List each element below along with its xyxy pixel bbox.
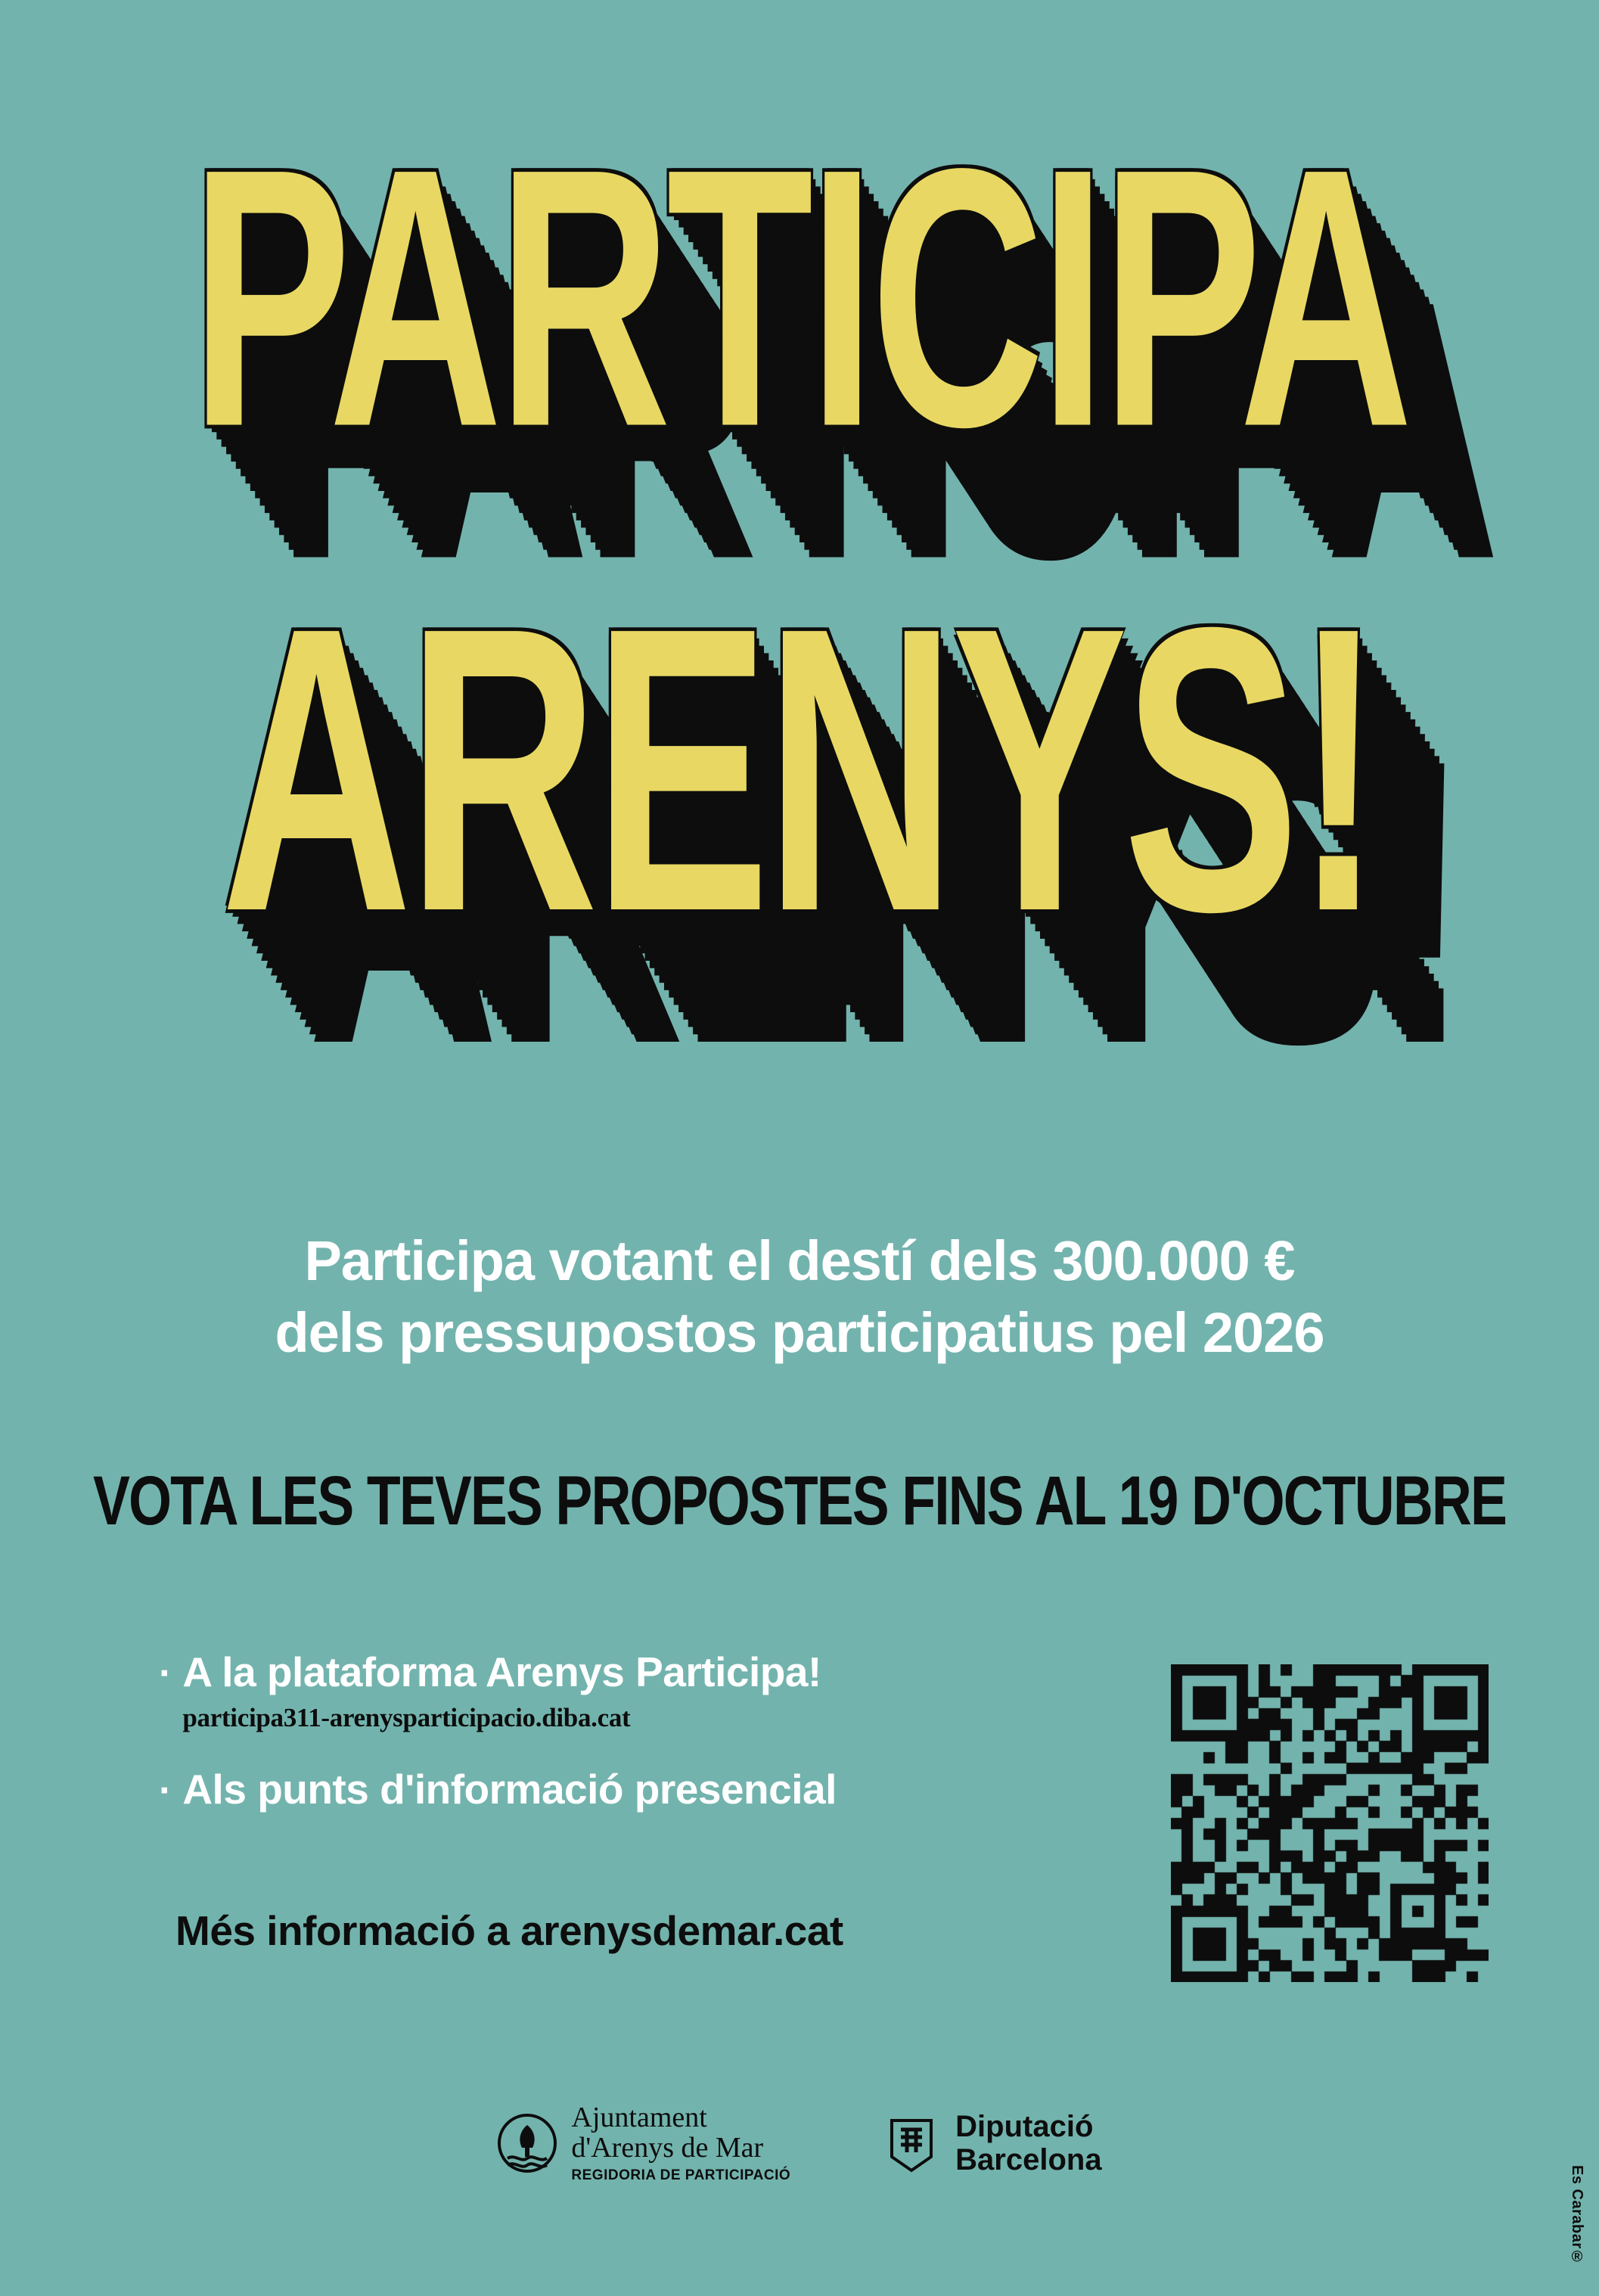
list-item <box>159 1649 1112 1733</box>
logo-diputacio-barcelona <box>881 2110 1101 2176</box>
credit-text: Es Carabar® <box>1569 2164 1585 2266</box>
qr-code[interactable] <box>1171 1664 1489 1982</box>
deadline-banner: VOTA LES TEVES PROPOSTES FINS AL 19 D'OCTUBRE <box>93 1461 1506 1540</box>
spacer <box>159 1741 1112 1766</box>
bullet-dot-icon: · <box>159 1768 172 1813</box>
logo-line-1: Ajuntament <box>571 2102 707 2133</box>
subheadline-line-1: Participa votant el destí dels 300.000 € <box>304 1229 1295 1292</box>
headline-line-1: PARTICIPA <box>191 91 1408 504</box>
platform-url[interactable]: participa311-arenysparticipacio.diba.cat <box>182 1702 631 1732</box>
subheadline-line-2: dels pressupostos participatius pel 2026 <box>275 1300 1324 1364</box>
subheadline <box>0 1226 1599 1369</box>
logo-ajuntament-arenys-de-mar <box>497 2103 790 2183</box>
headline-line-2: ARENYS! <box>221 542 1378 996</box>
logo-line-2: d'Arenys de Mar <box>571 2131 764 2164</box>
bullet-list <box>159 1649 1112 1819</box>
footer-logos <box>0 2103 1599 2183</box>
headline-block <box>0 91 1599 1188</box>
logo-line-1: Diputació <box>955 2109 1094 2143</box>
logo-ajuntament-text <box>571 2103 790 2183</box>
diputacio-crest-icon <box>881 2110 942 2176</box>
more-info-text: Més informació a arenysdemar.cat <box>175 1907 843 1954</box>
logo-line-3: REGIDORIA DE PARTICIPACIÓ <box>571 2167 791 2183</box>
list-item <box>159 1766 1112 1813</box>
bullet-label: Als punts d'informació presencial <box>182 1765 837 1813</box>
logo-diputacio-text <box>955 2110 1101 2176</box>
arenys-crest-icon <box>497 2110 557 2176</box>
bullet-dot-icon: · <box>159 1651 172 1695</box>
logo-line-2: Barcelona <box>955 2142 1102 2176</box>
bullet-label: A la plataforma Arenys Participa! <box>182 1648 821 1695</box>
